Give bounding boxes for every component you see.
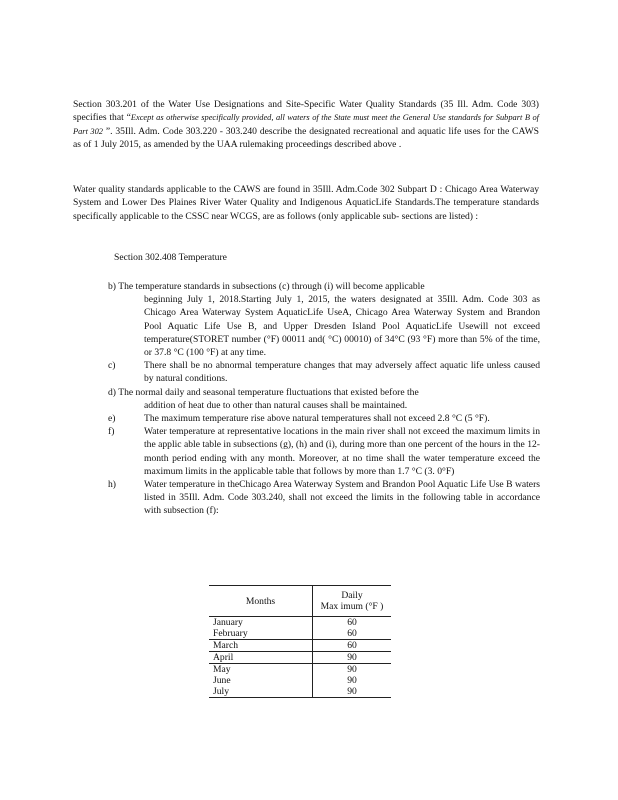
item-label: c) [108, 360, 116, 372]
header-daily-maximum [313, 586, 392, 617]
item-label: d) The [108, 386, 134, 398]
table-row [209, 652, 391, 664]
table-row [209, 675, 391, 686]
item-text: Water temperature at representative locations in the main river shall not exceed the maximum limits in the applic able table in subsections (g), (h) and (i), during more than one percent of the hours in the 12-month period ending with any month. Moreover, at no time shall the water temperature exceed the maximum limits in the applicable table that follows by more than 1.7 °C (3. 0°F) [144, 426, 540, 477]
list-item [108, 359, 540, 385]
subsection-list [108, 280, 540, 518]
paragraph1-quote: Except as otherwise specifically provided, all waters of the State must meet the General Use standards for Subpart B of Part 302 [73, 113, 539, 136]
list-item [108, 425, 540, 478]
item-text: There shall be no abnormal temperature changes that may adversely affect aquatic life unless caused by natural conditions. [144, 360, 540, 385]
paragraph1-text-end: ”. 35Ill. Adm. Code 303.220 - 303.240 describe the designated recreational and aquatic life uses for the CAWS as of 1 July 2015, as amended by the UAA rulemaking proceedings described above . [73, 125, 539, 151]
table-row [209, 617, 391, 629]
month-cell: April [209, 652, 313, 664]
section-heading: Section 302.408 Temperature [114, 252, 227, 263]
value-cell: 60 [313, 640, 392, 652]
table-row [209, 664, 391, 676]
list-item [108, 412, 540, 425]
item-text: temperature standards in subsections (c) through (i) will become applicable [135, 281, 425, 292]
table-row [209, 640, 391, 652]
list-item [108, 386, 540, 412]
item-label: b) The [108, 281, 134, 292]
table-row [209, 628, 391, 640]
paragraph-section-303-201 [73, 98, 539, 152]
value-cell: 90 [313, 652, 392, 664]
value-cell: 60 [313, 628, 392, 640]
value-cell: 90 [347, 686, 357, 697]
item-text: Water temperature in theChicago Area Waterway System and Brandon Pool Aquatic Life Use B waters listed in 35Ill. Adm. Code 303.240, shall not exceed the limits in the following table in accordance with subsection (f): [144, 479, 540, 517]
temperature-limits-table [209, 585, 391, 698]
month-cell: February [209, 628, 313, 640]
item-text: The maximum temperature rise above natural temperatures shall not exceed 2.8 °C (5 °F). [144, 413, 490, 425]
paragraph1-text-start: Section 303.201 of the Water Use Designations and Site-Specific Water Quality Standards (35 Ill. Adm. Code 303) specifies that “ [73, 99, 539, 124]
month-cell: May [209, 664, 313, 676]
month-cell: January [209, 617, 313, 629]
list-item [108, 280, 540, 359]
table-row [209, 686, 391, 698]
header-daily-line1: Daily [341, 590, 363, 601]
month-cell: June [209, 675, 313, 686]
item-label: e) [108, 413, 116, 425]
header-daily-line2: Max imum (°F ) [320, 601, 384, 612]
item-text-continued: addition of heat due to other than natural causes shall be maintained. [144, 399, 408, 411]
header-months: Months [209, 586, 313, 617]
value-cell: 60 [347, 617, 357, 628]
month-cell: July [209, 686, 313, 698]
item-label: h) [108, 479, 116, 491]
list-item [108, 478, 540, 518]
item-text-continued: beginning July 1, 2018.Starting July 1, 2015, the waters designated at 35Ill. Adm. Code 303 as Chicago Area Waterway System AquaticLife UseA, Chicago Area Waterway System and Brandon Pool Aquatic Life Use B, and Upper Dresden Island Pool AquaticLife Usewill not exceed temperature(STORET number (°F) 00011 and( °C) 00010) of 34°C (93 °F) more than 5% of the time, or 37.8 °C (100 °F) at any time. [144, 294, 540, 359]
item-text: normal daily and seasonal temperature fluctuations that existed before the [135, 386, 419, 398]
value-cell: 90 [347, 664, 357, 675]
item-label: f) [108, 426, 115, 438]
month-cell: March [209, 640, 313, 652]
value-cell: 90 [347, 675, 357, 686]
paragraph-water-quality-standards: Water quality standards applicable to the CAWS are found in 35Ill. Adm.Code 302 Subpart D : Chicago Area Waterway System and Lower Des Plaines River Water Quality and Indigenous AquaticLife Standards.The temperature standards specifically applicable to the CSSC near WCGS, are as follows (only applicable sub- sections are listed) : [73, 184, 539, 222]
